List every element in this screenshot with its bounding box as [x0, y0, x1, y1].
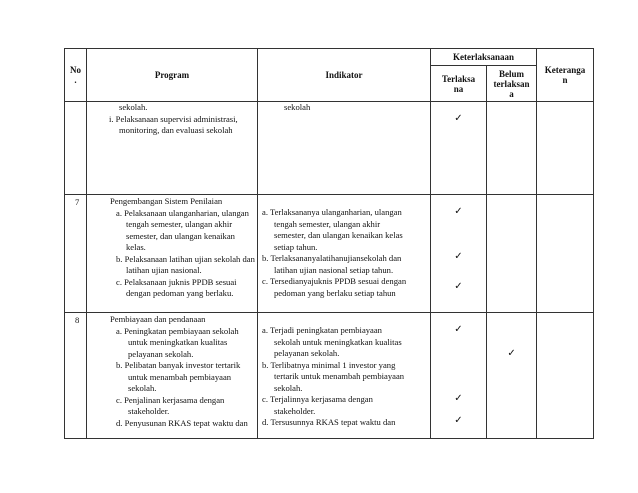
program-line: c. Penjalinan kerjasama dengan	[116, 394, 225, 405]
indikator-line: semester, dan ulangan kenaikan kelas	[274, 230, 403, 240]
header-no: No .	[65, 49, 87, 102]
terlaksana-cell	[431, 313, 487, 439]
program-line: semester, dan ulangan kenaikan	[126, 230, 235, 241]
terlaksana-cell	[431, 102, 487, 195]
check-icon: ✓	[454, 415, 463, 426]
program-line: tengah semester, ulangan akhir	[126, 219, 233, 229]
indikator-line: stakeholder.	[274, 405, 316, 416]
check-icon: ✓	[454, 251, 463, 262]
program-line: c. Pelaksanaan juknis PPDB sesuai	[116, 276, 237, 287]
indikator-line: c. Terjalinnya kerjasama dengan	[262, 394, 373, 404]
program-line: b. Pelaksanaan latihan ujian sekolah dan	[116, 253, 255, 264]
indikator-line: latihan ujian nasional setiap tahun.	[274, 264, 394, 275]
belum-terlaksana-cell	[487, 195, 537, 313]
keterangan-cell	[537, 313, 594, 439]
program-line: latihan ujian nasional.	[126, 265, 202, 275]
program-cell	[87, 102, 258, 195]
check-icon: ✓	[507, 348, 516, 359]
program-line: dengan pedoman yang berlaku.	[126, 288, 234, 298]
header-keterangan: Keteranga n	[537, 49, 594, 102]
program-cell	[87, 313, 258, 439]
indikator-line: sekolah untuk meningkatkan kualitas	[274, 336, 402, 347]
program-line: monitoring, dan evaluasi sekolah	[119, 125, 233, 135]
header-indikator: Indikator	[258, 49, 431, 102]
keterangan-cell	[537, 102, 594, 195]
indikator-line: sekolah.	[274, 382, 303, 393]
indikator-line: pedoman yang berlaku setiap tahun	[274, 287, 396, 298]
program-line: untuk menambah pembiayaan	[128, 371, 232, 382]
header-belum-terlaksana: Belum terlaksan a	[487, 66, 537, 102]
program-line: i. Pelaksanaan supervisi administrasi,	[109, 113, 238, 124]
program-line: a. Peningkatan pembiayaan sekolah	[116, 325, 239, 336]
header-keterlaksanaan: Keterlaksanaan	[431, 49, 537, 66]
program-line: Pengembangan Sistem Penilaian	[110, 196, 223, 206]
program-line: kelas.	[126, 242, 146, 252]
indikator-line: sekolah	[284, 102, 311, 112]
indikator-cell	[258, 313, 431, 439]
program-line: sekolah.	[128, 383, 157, 393]
program-cell	[87, 195, 258, 313]
row-no	[65, 102, 87, 195]
program-line: Pembiayaan dan pendanaan	[110, 314, 206, 324]
header-terlaksana: Terlaksa na	[431, 66, 487, 102]
program-line: a. Pelaksanaan ulanganharian, ulangan	[116, 207, 249, 218]
check-icon: ✓	[454, 281, 463, 292]
table-row	[65, 195, 594, 313]
indikator-cell	[258, 102, 431, 195]
indikator-line: c. Tersedianyajuknis PPDB sesuai dengan	[262, 276, 407, 286]
check-icon: ✓	[454, 324, 463, 335]
indikator-line: d. Tersusunnya RKAS tepat waktu dan	[262, 417, 396, 427]
check-icon: ✓	[454, 113, 463, 124]
program-line: sekolah.	[119, 102, 148, 112]
header-program: Program	[87, 49, 258, 102]
indikator-line: pelayanan sekolah.	[274, 348, 340, 358]
table-row	[65, 313, 594, 439]
program-line: b. Pelibatan banyak investor tertarik	[116, 360, 241, 370]
table-row	[65, 102, 594, 195]
indikator-line: setiap tahun.	[274, 241, 318, 252]
terlaksana-cell	[431, 195, 487, 313]
program-line: d. Penyusunan RKAS tepat waktu dan	[116, 417, 248, 428]
check-icon: ✓	[454, 393, 463, 404]
program-line: stakeholder.	[128, 406, 170, 416]
indikator-line: b. Terlaksananyalatihanujiansekolah dan	[262, 253, 402, 263]
program-line: pelayanan sekolah.	[128, 348, 194, 359]
indikator-line: a. Terlaksananya ulanganharian, ulangan	[262, 207, 402, 217]
row-no: 8	[65, 313, 87, 439]
program-line: untuk meningkatkan kualitas	[128, 337, 228, 347]
indikator-line: a. Terjadi peningkatan pembiayaan	[262, 325, 382, 335]
keterangan-cell	[537, 195, 594, 313]
belum-terlaksana-cell	[487, 102, 537, 195]
check-icon: ✓	[454, 206, 463, 217]
belum-terlaksana-cell	[487, 313, 537, 439]
row-no: 7	[65, 195, 87, 313]
indikator-line: b. Terlibatnya minimal 1 investor yang	[262, 359, 396, 370]
indikator-line: tertarik untuk menambah pembiayaan	[274, 371, 405, 381]
indikator-cell	[258, 195, 431, 313]
indikator-line: tengah semester, ulangan akhir	[274, 218, 381, 229]
program-table	[64, 48, 593, 438]
